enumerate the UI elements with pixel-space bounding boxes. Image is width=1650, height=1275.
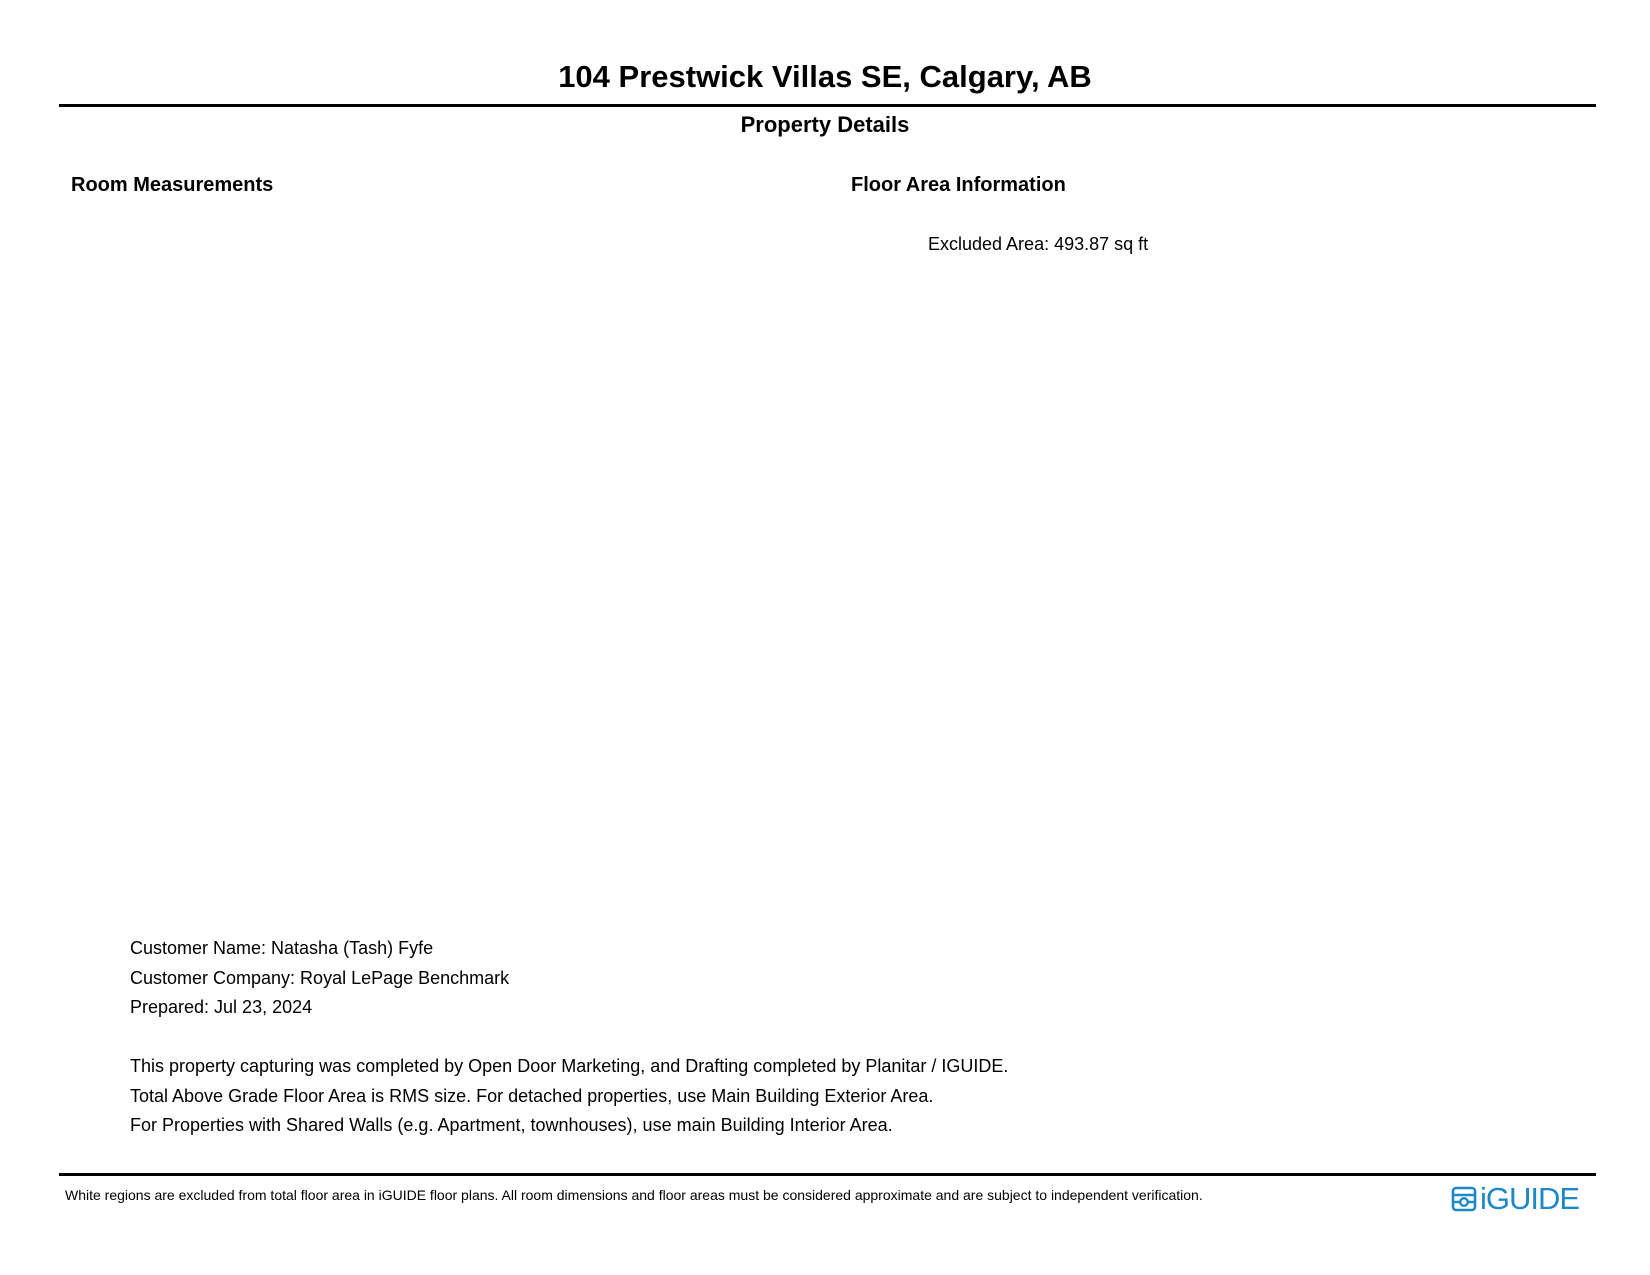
note-line: This property capturing was completed by Open Door Marketing, and Drafting completed by Planitar / IGUIDE. bbox=[130, 1056, 1009, 1076]
logo-text: iGUIDE bbox=[1480, 1181, 1580, 1216]
iguide-camera-icon bbox=[1451, 1186, 1477, 1212]
prepared-date: Prepared: Jul 23, 2024 bbox=[130, 997, 313, 1017]
page-subtitle: Property Details bbox=[740, 112, 910, 137]
info-spacer bbox=[130, 1023, 1008, 1053]
header-divider bbox=[59, 104, 1596, 107]
excluded-area-value: Excluded Area: 493.87 sq ft bbox=[928, 234, 1149, 254]
room-measurements-heading: Room Measurements bbox=[71, 174, 274, 196]
customer-company: Customer Company: Royal LePage Benchmark bbox=[130, 967, 510, 988]
note-line: Total Above Grade Floor Area is RMS size. For detached properties, use Main Building Exterior Area. bbox=[130, 1085, 934, 1106]
customer-name: Customer Name: Natasha (Tash) Fyfe bbox=[130, 938, 434, 958]
floor-area-information-heading: Floor Area Information bbox=[851, 174, 1066, 196]
customer-info-block bbox=[130, 934, 1008, 1141]
page-title: 104 Prestwick Villas SE, Calgary, AB bbox=[558, 59, 1092, 94]
footer-divider bbox=[59, 1173, 1596, 1176]
footer-disclaimer: White regions are excluded from total floor area in iGUIDE floor plans. All room dimensions and floor areas must be considered approximate and are subject to independent verification. bbox=[65, 1187, 1203, 1203]
note-line: For Properties with Shared Walls (e.g. Apartment, townhouses), use main Building Interior Area. bbox=[130, 1115, 893, 1135]
iguide-logo bbox=[1451, 1183, 1579, 1215]
